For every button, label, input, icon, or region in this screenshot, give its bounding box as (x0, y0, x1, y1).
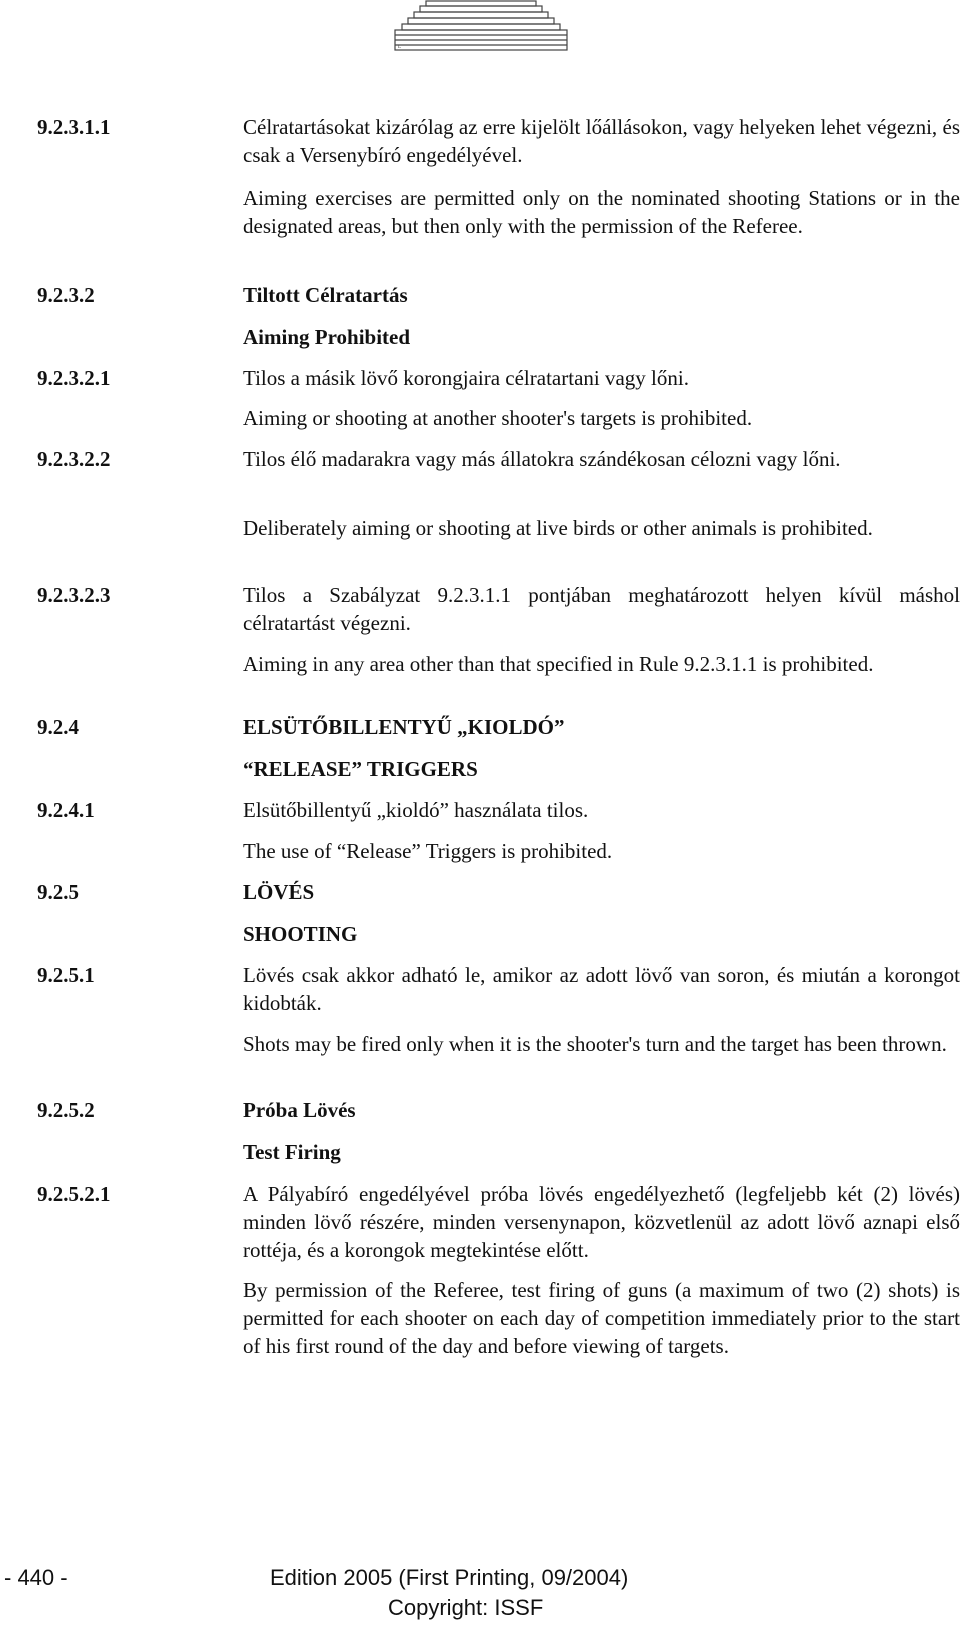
section-heading-hungarian: ELSÜTŐBILLENTYŰ „KIOLDÓ” (243, 715, 565, 739)
rule-number: 9.2.3.2.1 (37, 366, 111, 390)
rule-number: 9.2.3.1.1 (37, 115, 111, 139)
rule-text-english: Aiming in any area other than that specified in Rule 9.2.3.1.1 is prohibited. (243, 652, 874, 676)
edition-info: Edition 2005 (First Printing, 09/2004) (270, 1565, 629, 1590)
section-heading-english: SHOOTING (243, 922, 358, 946)
rule-text-english: Aiming exercises are permitted only on the nominated shooting Stations or in the designated areas, but then only with the permission of the Referee. (243, 186, 960, 238)
section-heading-english: Aiming Prohibited (243, 325, 411, 349)
rule-text-hungarian: A Pályabíró engedélyével próba lövés engedélyezhető (legfeljebb két (2) lövés) minden lövő részére, minden versenynapon, közvetlenül az adott lövő aznapi első rottéja, és a korongok megtekintése előtt. (243, 1182, 960, 1262)
rule-number: 9.2.3.2.2 (37, 447, 111, 471)
rule-number: 9.2.5.2 (37, 1098, 95, 1122)
rule-text-english: Aiming or shooting at another shooter's targets is prohibited. (243, 406, 753, 430)
rule-number: 9.2.4 (37, 715, 79, 739)
rule-number: 9.2.5.1 (37, 963, 95, 987)
rule-number: 9.2.3.2 (37, 283, 95, 307)
rule-number: 9.2.5 (37, 880, 79, 904)
copyright-notice: Copyright: ISSF (388, 1595, 544, 1620)
rule-text-hungarian: Tilos a Szabályzat 9.2.3.1.1 pontjában meghatározott helyen kívül máshol célratartást végezni. (243, 583, 960, 635)
section-heading-english: Test Firing (243, 1140, 341, 1164)
rule-text-english: By permission of the Referee, test firing of guns (a maximum of two (2) shots) is permitted for each shooter on each day of competition immediately prior to the start of his first round of the day and before viewing of targets. (243, 1278, 960, 1358)
rule-text-hungarian: Tilos a másik lövő korongjaira célratartani vagy lőni. (243, 366, 689, 390)
section-heading-english: “RELEASE” TRIGGERS (243, 757, 478, 781)
rule-text-english: Deliberately aiming or shooting at live birds or other animals is prohibited. (243, 516, 873, 540)
issf-logo-icon (394, 0, 568, 52)
section-heading-hungarian: LÖVÉS (243, 880, 315, 904)
rule-text-english: Shots may be fired only when it is the shooter's turn and the target has been thrown. (243, 1032, 947, 1056)
rule-text-hungarian: Tilos élő madarakra vagy más állatokra szándékosan célozni vagy lőni. (243, 447, 841, 471)
svg-text:L: L (398, 45, 402, 50)
rule-number: 9.2.4.1 (37, 798, 95, 822)
page-number: - 440 - (4, 1565, 68, 1590)
rule-number: 9.2.3.2.3 (37, 583, 111, 607)
rule-text-hungarian: Lövés csak akkor adható le, amikor az adott lövő van soron, és miután a korongot kidobták. (243, 963, 960, 1015)
rule-text-hungarian: Célratartásokat kizárólag az erre kijelölt lőállásokon, vagy helyeken lehet végezni, és csak a Versenybíró engedélyével. (243, 115, 960, 167)
section-heading-hungarian: Tiltott Célratartás (243, 283, 408, 307)
section-heading-hungarian: Próba Lövés (243, 1098, 356, 1122)
rule-text-english: The use of “Release” Triggers is prohibited. (243, 839, 613, 863)
rule-text-hungarian: Elsütőbillentyű „kioldó” használata tilos. (243, 798, 589, 822)
rule-number: 9.2.5.2.1 (37, 1182, 111, 1206)
